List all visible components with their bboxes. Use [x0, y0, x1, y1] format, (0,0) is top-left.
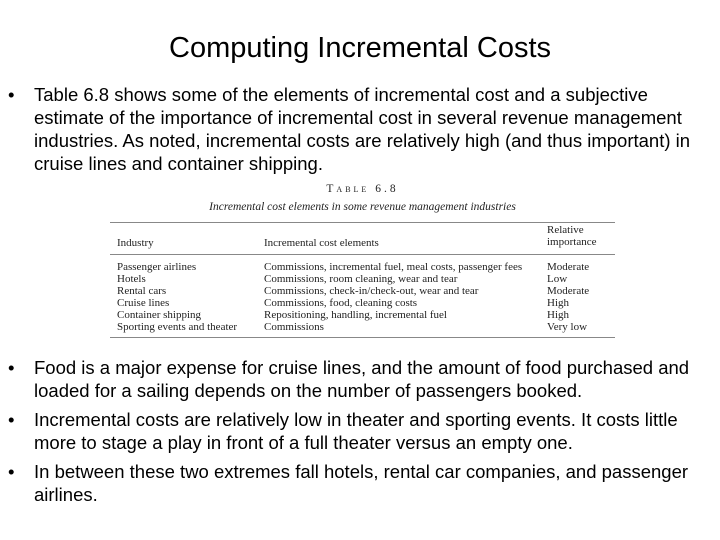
bullet-text: In between these two extremes fall hotels, rental car companies, and passenger airlines.: [34, 461, 689, 505]
header-importance-line1: Relative: [547, 224, 584, 236]
table-row: [110, 285, 615, 297]
bullet-dot: •: [8, 409, 15, 430]
cell-industry: Container shipping: [117, 309, 202, 321]
table-row: [110, 309, 615, 321]
table-row: [110, 321, 615, 333]
bullet-text: Food is a major expense for cruise lines, and the amount of food purchased and loaded for a sailing depends on the number of passengers booked.: [34, 357, 690, 401]
cell-importance: Moderate: [547, 261, 590, 273]
cell-elements: Commissions, room cleaning, wear and tear: [264, 273, 458, 285]
table-6-8: [110, 183, 615, 341]
cell-industry: Rental cars: [117, 285, 167, 297]
header-industry: Industry: [117, 237, 154, 249]
header-elements: Incremental cost elements: [264, 237, 379, 249]
bullet-text: Incremental costs are relatively low in theater and sporting events. It costs little more to stage a play in front of a full theater versus an empty one.: [34, 409, 678, 453]
header-importance-line2: importance: [547, 236, 597, 248]
table-row: [110, 297, 615, 309]
cell-industry: Sporting events and theater: [117, 321, 238, 333]
cell-elements: Repositioning, handling, incremental fuel: [264, 309, 447, 321]
cell-industry: Cruise lines: [117, 297, 170, 309]
bullet-dot: •: [8, 461, 15, 482]
cell-elements: Commissions, check-in/check-out, wear and tear: [264, 285, 479, 297]
slide-title: Computing Incremental Costs: [169, 32, 551, 64]
cell-industry: Passenger airlines: [117, 261, 197, 273]
table-body: [110, 261, 615, 333]
bullet-dot: •: [8, 357, 15, 378]
cell-importance: Low: [547, 273, 568, 285]
table-caption: Table 6.8: [326, 183, 399, 195]
cell-importance: Very low: [547, 321, 588, 333]
table-subcaption: Incremental cost elements in some revenue management industries: [209, 201, 516, 213]
table-header-rule: [110, 254, 615, 255]
cell-importance: Moderate: [547, 285, 590, 297]
cell-elements: Commissions, food, cleaning costs: [264, 297, 418, 309]
cell-elements: Commissions: [264, 321, 324, 333]
cell-elements: Commissions, incremental fuel, meal costs, passenger fees: [264, 261, 523, 273]
header-importance: [547, 224, 596, 248]
table-top-rule: [110, 222, 615, 223]
table-row: [110, 261, 615, 273]
cell-industry: Hotels: [117, 273, 146, 285]
bullet-text: Table 6.8 shows some of the elements of incremental cost and a subjective estimate of the importance of incremental cost in several revenue management industries. As noted, incremental costs are relatively high (and thus important) in cruise lines and container shipping.: [34, 84, 691, 174]
table-bottom-rule: [110, 337, 615, 338]
cell-importance: High: [547, 297, 569, 309]
table-row: [110, 273, 615, 285]
bullet-dot: •: [8, 84, 15, 105]
cell-importance: High: [547, 309, 569, 321]
